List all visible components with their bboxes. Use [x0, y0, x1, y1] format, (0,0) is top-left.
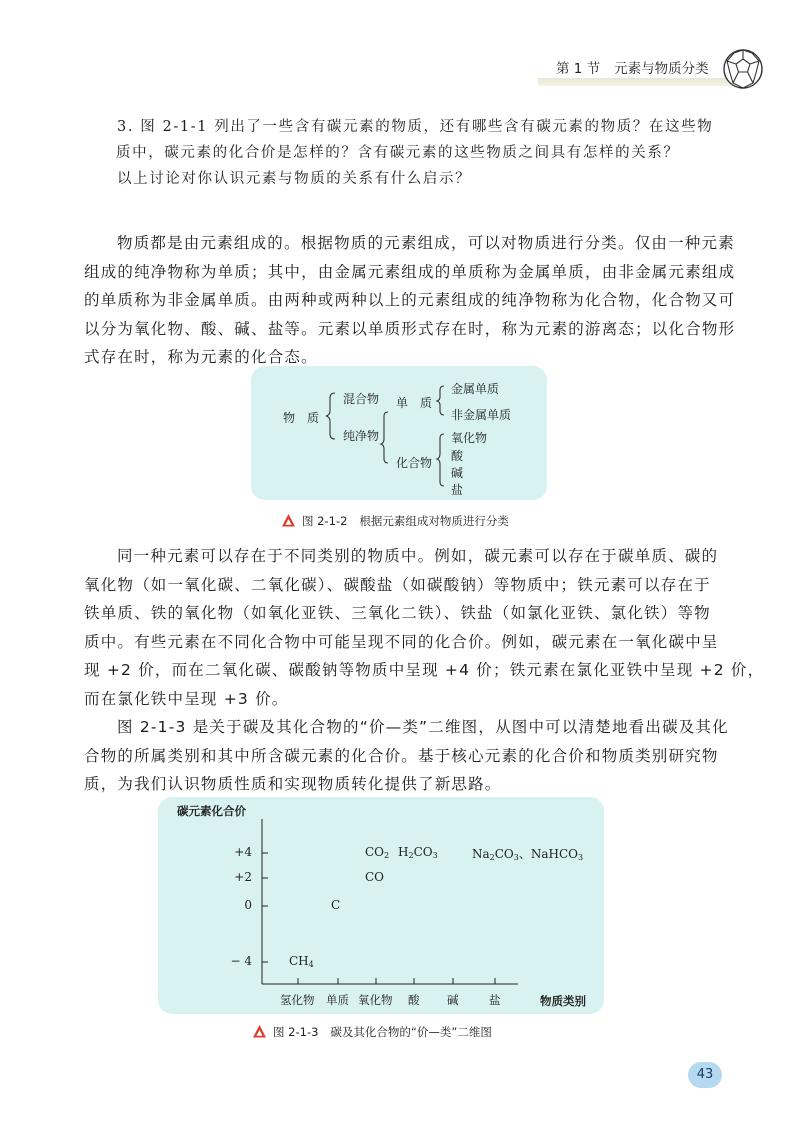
figure1-title: 根据元素组成对物质进行分类: [359, 514, 509, 528]
node-oxide: 氧化物: [451, 431, 488, 445]
molecule-ball-icon: [721, 47, 765, 91]
node-acid: 酸: [451, 449, 464, 463]
page-number: 43: [688, 1062, 722, 1088]
paragraph-line: 铁单质、铁的氧化物（如氧化亚铁、三氧化二铁）、铁盐（如氯化亚铁、氯化铁）等物: [84, 604, 711, 622]
chart-canvas: [158, 797, 604, 1014]
node-salt: 盐: [451, 483, 464, 497]
figure2-number: 图 2-1-3: [273, 1025, 319, 1039]
data-point-label: $H_2CO_3$: [398, 845, 438, 860]
section-header: [556, 57, 709, 77]
node-base: 碱: [451, 466, 464, 480]
x-tick-label: 碱: [447, 993, 459, 1007]
x-tick-label: 单质: [326, 993, 349, 1007]
caption-triangle-icon: [252, 1024, 267, 1039]
node-element-substance: 单 质: [396, 396, 433, 410]
x-tick-label: 氢化物: [280, 993, 315, 1007]
paragraph-line: 的单质称为非金属单质。由两种或两种以上的元素组成的纯净物称为化合物，化合物又可: [84, 291, 736, 309]
valence-category-chart: [158, 797, 604, 1014]
node-mixture: 混合物: [343, 392, 380, 406]
paragraph-line: 图 2-1-3 是关于碳及其化合物的“价—类”二维图，从图中可以清楚地看出碳及其化: [117, 718, 729, 736]
y-tick-label: − 4: [230, 954, 252, 968]
question-line: 以上讨论对你认识元素与物质的关系有什么启示？: [117, 171, 472, 187]
x-tick-label: 氧化物: [358, 993, 393, 1007]
brace-element: [437, 386, 444, 415]
question-line: 3. 图 2-1-1 列出了一些含有碳元素的物质，还有哪些含有碳元素的物质？在这些物: [117, 119, 714, 135]
section-number: 第 1 节: [556, 61, 601, 77]
node-substance: 物 质: [283, 411, 320, 425]
data-point-label: C: [331, 898, 341, 912]
paragraph-line: 质，为我们认识物质性质和实现物质转化提供了新思路。: [84, 775, 502, 793]
figure1-number: 图 2-1-2: [302, 514, 348, 528]
brace-substance: [326, 393, 335, 439]
figure2-title: 碳及其化合物的“价—类”二维图: [330, 1025, 492, 1039]
brace-pure: [381, 412, 388, 463]
paragraph-line: 现 +2 价，而在二氧化碳、碳酸钠等物质中呈现 +4 价；铁元素在氯化亚铁中呈现 +2 价，: [84, 661, 765, 679]
paragraph-line: 同一种元素可以存在于不同类别的物质中。例如，碳元素可以存在于碳单质、碳的: [117, 547, 719, 565]
y-tick-label: 0: [244, 898, 252, 912]
paragraph-element-valence: [84, 542, 765, 713]
paragraph-element-classification: [84, 229, 736, 372]
figure1-caption: [281, 513, 509, 529]
y-axis-label: 碳元素化合价: [177, 804, 246, 818]
paragraph-line: 物质都是由元素组成的。根据物质的元素组成，可以对物质进行分类。仅由一种元素: [117, 234, 735, 252]
caption-triangle-icon: [281, 513, 296, 528]
node-nonmetal-element: 非金属单质: [451, 408, 512, 422]
x-axis-label: 物质类别: [540, 994, 586, 1008]
question-line: 质中，碳元素的化合价是怎样的？含有碳元素的这些物质之间具有怎样的关系？: [116, 145, 680, 161]
data-point-label: $CH_4$: [289, 954, 314, 969]
node-pure-substance: 纯净物: [343, 429, 380, 443]
discussion-question: [117, 114, 717, 192]
y-tick-label: +2: [234, 870, 252, 884]
x-tick-label: 酸: [408, 993, 420, 1007]
classification-diagram: [251, 366, 547, 500]
header-bar: [538, 78, 744, 86]
data-point-label: CO: [365, 870, 385, 884]
paragraph-line: 氧化物（如一氧化碳、二氧化碳）、碳酸盐（如碳酸钠）等物质中；铁元素可以存在于: [84, 575, 711, 594]
data-point-label: $CO_2$: [365, 845, 390, 860]
paragraph-line: 以分为氧化物、酸、碱、盐等。元素以单质形式存在时，称为元素的游离态；以化合物形: [84, 319, 736, 338]
data-point-label: $Na_2CO_3$、NaHCO$_3$: [472, 847, 584, 862]
paragraph-line: 而在氯化铁中呈现 +3 价。: [84, 689, 289, 708]
paragraph-line: 合物的所属类别和其中所含碳元素的化合价。基于核心元素的化合价和物质类别研究物: [84, 746, 719, 765]
paragraph-valence-category: [84, 713, 729, 799]
paragraph-line: 式存在时，称为元素的化合态。: [84, 348, 318, 366]
node-metal-element: 金属单质: [451, 382, 500, 396]
paragraph-line: 质中。有些元素在不同化合物中可能呈现不同的化合价。例如，碳元素在一氧化碳中呈: [84, 632, 719, 651]
section-title: 元素与物质分类: [614, 61, 709, 77]
brace-lines: [251, 366, 547, 500]
brace-compound: [437, 434, 444, 486]
y-tick-label: +4: [234, 845, 252, 859]
node-compound: 化合物: [396, 456, 433, 470]
paragraph-line: 组成的纯净物称为单质；其中，由金属元素组成的单质称为金属单质，由非金属元素组成: [84, 262, 736, 281]
figure2-caption: [252, 1024, 492, 1040]
x-tick-label: 盐: [489, 993, 501, 1007]
